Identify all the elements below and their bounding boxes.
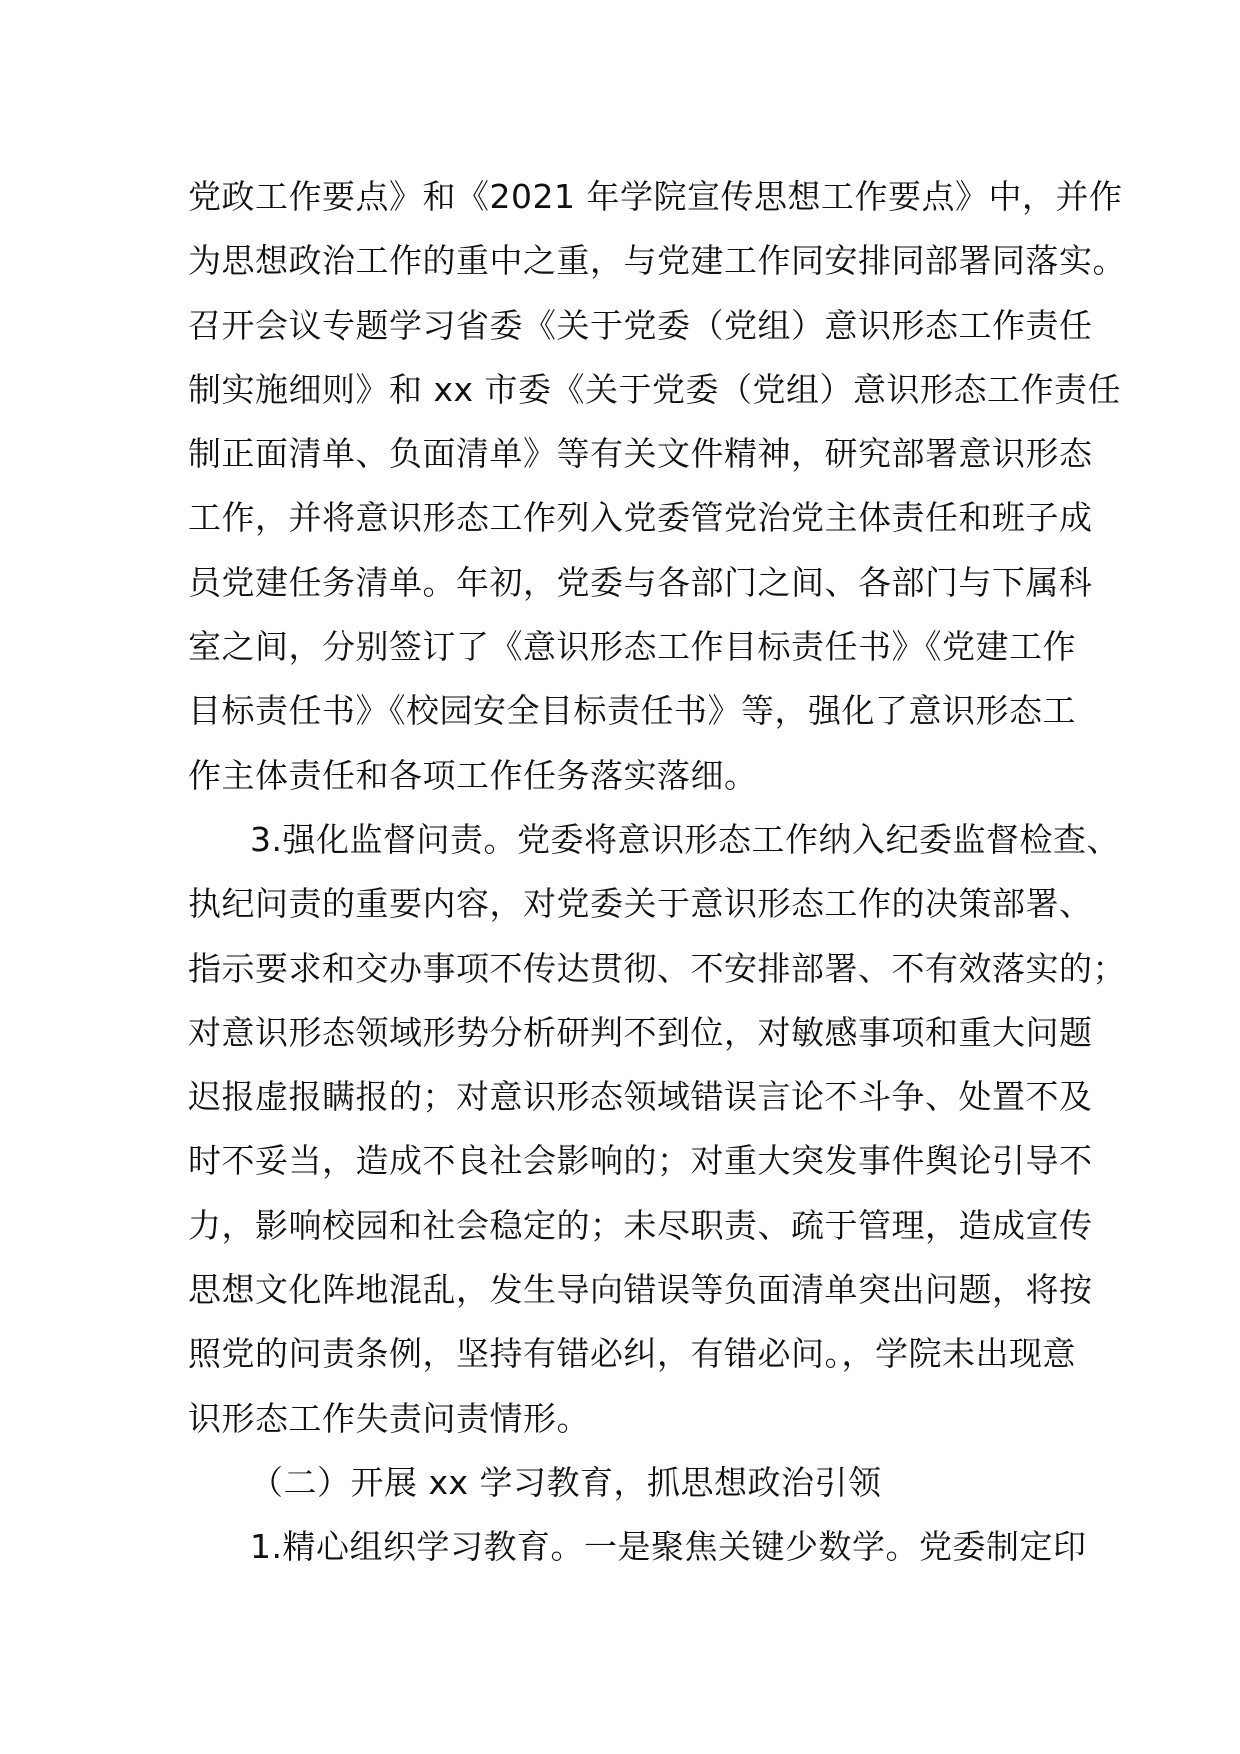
- body-text: [188, 165, 1126, 1580]
- text-line: 目标责任书》《校园安全目标责任书》等，强化了意识形态工: [188, 691, 1076, 731]
- text-line: 思想文化阵地混乱，发生导向错误等负面清单突出问题，将按: [188, 1270, 1093, 1310]
- text-line: 迟报虚报瞒报的；对意识形态领域错误言论不斗争、处置不及: [188, 1077, 1093, 1117]
- paragraph-heading-1: 1.精心组织学习教育。一是聚焦关键少数学。党委制定印: [250, 1527, 1087, 1567]
- text-line: 制实施细则》和 xx 市委《关于党委（党组）意识形态工作责任: [188, 369, 1122, 409]
- text-line: 制正面清单、负面清单》等有关文件精神，研究部署意识形态: [188, 434, 1093, 474]
- text-line: 召开会议专题学习省委《关于党委（党组）意识形态工作责任: [188, 305, 1093, 345]
- text-line: 力，影响校园和社会稳定的；未尽职责、疏于管理，造成宣传: [188, 1205, 1093, 1245]
- text-line: 员党建任务清单。年初，党委与各部门之间、各部门与下属科: [188, 562, 1093, 602]
- text-line: 室之间，分别签订了《意识形态工作目标责任书》《党建工作: [188, 627, 1076, 667]
- section-heading-2: （二）开展 xx 学习教育，抓思想政治引领: [250, 1462, 882, 1502]
- text-line: 执纪问责的重要内容，对党委关于意识形态工作的决策部署、: [188, 884, 1093, 924]
- text-line: 为思想政治工作的重中之重，与党建工作同安排同部署同落实。: [188, 241, 1126, 281]
- text-line: 作主体责任和各项工作任务落实落细。: [188, 755, 758, 795]
- text-line: 照党的问责条例，坚持有错必纠，有错必问。，学院未出现意: [188, 1334, 1076, 1374]
- text-line: 识形态工作失责问责情形。: [188, 1398, 590, 1438]
- text-line: 时不妥当，造成不良社会影响的；对重大突发事件舆论引导不: [188, 1141, 1093, 1181]
- paragraph-heading-3: 3.强化监督问责。党委将意识形态工作纳入纪委监督检查、: [250, 819, 1120, 859]
- text-line: 工作，并将意识形态工作列入党委管党治党主体责任和班子成: [188, 498, 1093, 538]
- text-line: 对意识形态领域形势分析研判不到位，对敏感事项和重大问题: [188, 1012, 1093, 1052]
- text-line: 党政工作要点》和《2021 年学院宣传思想工作要点》中，并作: [188, 177, 1123, 216]
- text-line: 指示要求和交办事项不传达贯彻、不安排部署、不有效落实的；: [188, 948, 1126, 988]
